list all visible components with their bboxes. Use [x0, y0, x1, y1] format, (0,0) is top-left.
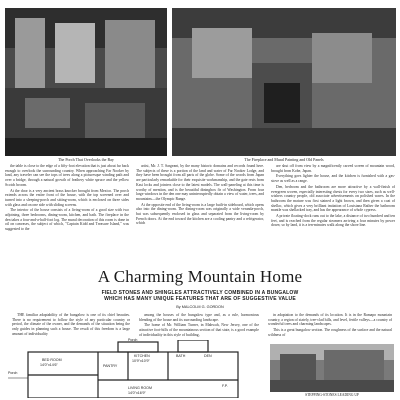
plan-label-living: LIVING ROOM: [128, 386, 152, 390]
deck-line: WHICH HAS MANY UNIQUE FEATURES THAT ARE OF SUGGESTIVE VALUE: [104, 296, 296, 303]
paragraph: Everything goes lighter the house, and the kitchen is furnished with a gas-stove as well as a range.: [271, 174, 395, 184]
fireplace-photo: [172, 8, 396, 156]
paragraph: At the door is a very ancient brass knocker brought from Mexico. The porch extends across the entire front of the house, with the top screened over and turned into a sleeping-porch and sitting-room, which is enclosed on three sides with glass and on one side with sliding screens.: [5, 188, 129, 207]
plan-label-bedroom-dim: 14'0"x14'6": [40, 363, 58, 367]
paragraph: in adaptation to the demands of its location. It is in the Ramapo mountain country, a region of stately, tree-clad hills, and level, fertile valleys—a country of wonderful trees and charming landscapes.: [268, 313, 392, 327]
paragraph: At the opposite end of the living-room is a large built-in sideboard, which opens also into the dining-room. The dining-room was originally a wide veranda-porch, but was subsequently enclosed in glass and separated from the living-room by French doors. At the end toward the kitchen are a cooling pantry and a refrigerator, which: [136, 202, 264, 226]
bottom-column-a: [12, 313, 130, 341]
plan-label-fireplace: F.P.: [222, 384, 228, 388]
plan-label-rear-porch: Porch: [8, 371, 18, 375]
bottom-column-c: [268, 313, 392, 341]
article-byline: By MALCOLM G. GORDON: [176, 305, 224, 309]
plan-label-porch: Porch: [128, 338, 138, 342]
porch-caption: The Porch That Overlooks the Bay: [58, 157, 114, 162]
plan-label-pantry: PANTRY: [103, 364, 118, 368]
floor-plan: [8, 340, 263, 398]
plan-label-kitchen-dim: 10'9"x10'9": [132, 359, 150, 363]
stepping-stones-caption: STEPPING-STONES LEADING UP: [305, 393, 359, 397]
paragraph: This is a great bungalow section. The roughness of the surface and the natural wildness of: [268, 328, 392, 337]
article-deck: [40, 290, 360, 303]
top-left-column: [5, 164, 129, 262]
paragraph: A private floating-dock runs out to the lake, a distance of two hundred and ten feet, and is reached from the regular steamers arriving a four minutes by power down; so by land, it is a ten-minutes walk along the shore line.: [271, 214, 395, 228]
plan-label-bedroom: BED ROOM: [42, 358, 62, 362]
porch-photo: [5, 8, 167, 156]
fireplace-caption: The Fireplace and Mural Painting and Old Panels: [244, 157, 324, 162]
paragraph: among the houses of the bungalow type and, as a rule, harmonious blending of the house and its surrounding landscape.: [139, 313, 259, 322]
plan-label-living-dim: 14'0"x16'9": [128, 391, 146, 395]
paragraph: THE familiar adaptability of the bungalow is one of its chief beauties. There is no requirement to follow the style of any particular country or period, the climate of the owner, and the demands of the situation being the only guides in planning such a house. The result of this freedom is a large amount of individuality: [12, 313, 130, 336]
top-middle-column: [136, 164, 264, 262]
paragraph: are shut off from view by a magnificently carved screen of mountain wood, brought from Kobe, Japan.: [271, 164, 395, 173]
paragraph: artist, Mr. J. T. Sargeant, by the many historic domains and records found here. The subjects of these is a portion of the land and water of Far Nooker Lodge, and they have been brought from all parts of the globe. Some of the woods from Japan are particularly remarkable for their exquisite workmanship, and the gate rests from Kasi locks and jointers close to the latest models. The wall-paneling at this time is worthy of mention, and is the beautiful diningbox fir of Washington. From four large windows in the den one may uninterruptedly obtain a view of water, trees, and mountains—the Olympic Range.: [136, 164, 264, 201]
bottom-column-b: [139, 313, 259, 341]
plan-label-den: DEN: [204, 354, 212, 358]
paragraph: The interior of the house consists of a living-room of a good size with two adjoining, three bedrooms, dining-room, kitchen, and bath. The fireplace in the den takes a four-and-a-half-foot log. The mural decoration of this room is done in oil on canvases, the subject of which, "Captain Kidd and Treasure Island," was suggested to the: [5, 208, 129, 232]
deck-line: FIELD STONES AND SHINGLES ATTRACTIVELY COMBINED IN A BUNGALOW: [101, 290, 299, 296]
article-headline: A Charming Mountain Home: [97, 267, 303, 286]
paragraph: Den, bedroom and the bathroom are more attractive by a wall-finish of evergreen woven, especially interesting chests for every two sizes, such as well-wishers country people, old associate advertisements on polished wares. In the bathroom the mature was first stained a light brown, and then given a coat of shellac, which gives a very brilliant imitation of Louisiana Rather the bathroom mantle was shellacked tray, and has the appearance of whole cypress.: [271, 184, 395, 213]
stepping-stones-photo: [270, 344, 394, 392]
plan-label-kitchen: KITCHEN: [134, 354, 150, 358]
paragraph: The home of Mr. William Turner, in Mahwah, New Jersey, one of the attractive foot-hills of the mountainous section of that state, is a good example of individuality in this style of building,: [139, 323, 259, 337]
plan-label-bath: BATH: [176, 354, 186, 358]
paragraph: the table is close to the edge of a fifty-foot elevation that is just about far back enough to overlook the surrounding country. When approaching Far Nooker by land, any traveler can see the tops of trees along a picturesque winding path and over a bridge, through a natural growth of feathery white spruce and the yellow Scotch broom.: [5, 164, 129, 187]
top-right-column: [271, 164, 395, 262]
